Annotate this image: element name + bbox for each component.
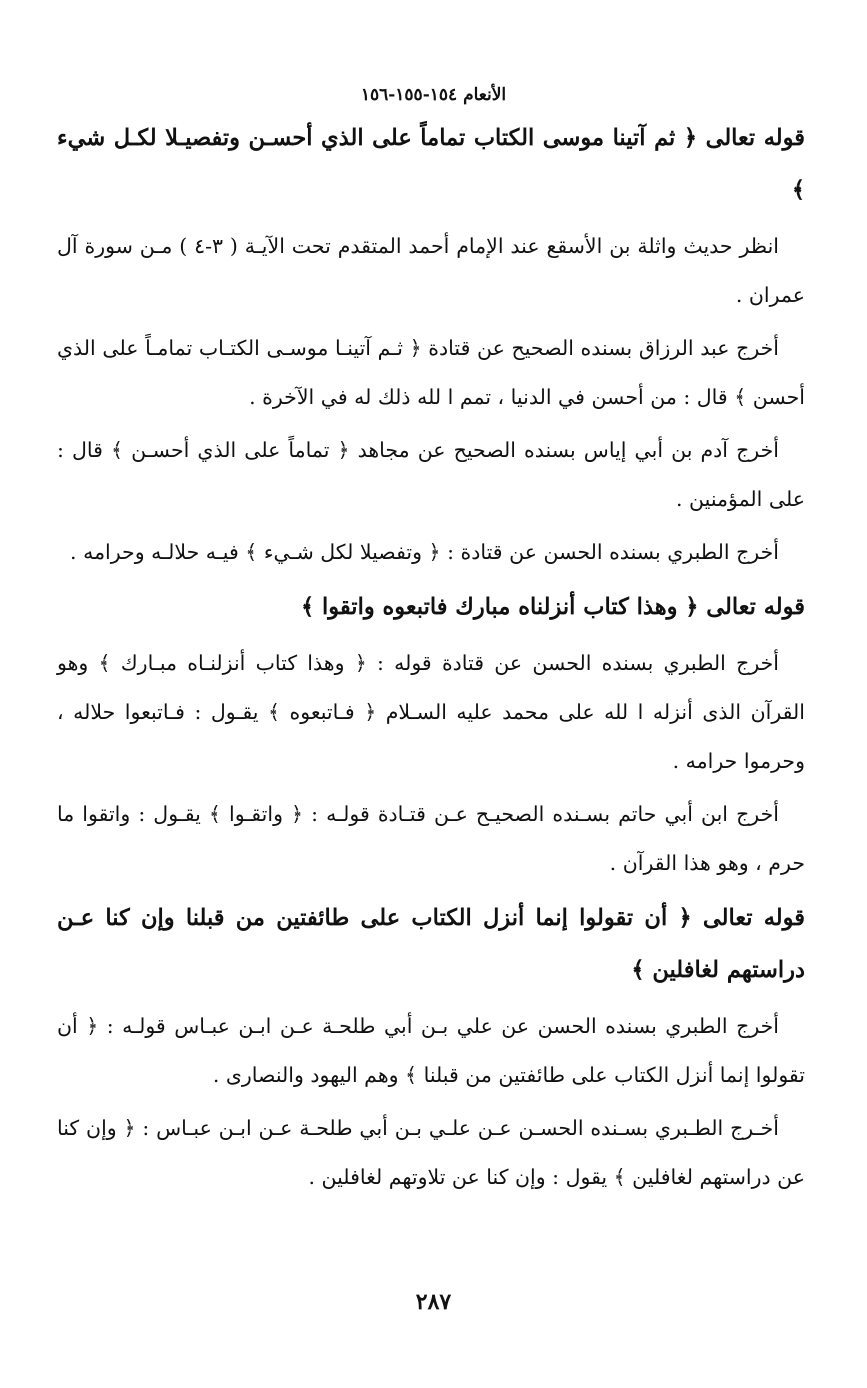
page-body	[57, 112, 805, 1206]
verse-heading-1: قوله تعالى ﴿ ثم آتينا موسى الكتاب تماماً على الذي أحسـن وتفصيـلا لكـل شيء ﴾	[57, 125, 805, 203]
narration-paragraph-4: أخرج الطبري بسنده الحسن عن قتادة : ﴿ وتفصيلا لكل شـيء ﴾ فيـه حلالـه وحرامه .	[70, 540, 779, 564]
narration-paragraph-7: أخرج الطبري بسنده الحسن عن علي بـن أبي طلحـة عـن ابـن عبـاس قولـه : ﴿ أن تقولوا إنما أنزل الكتاب على طائفتين من قبلنا ﴾ وهم اليهود والنصارى .	[57, 1014, 805, 1087]
narration-paragraph-3: أخرج آدم بن أبي إياس بسنده الصحيح عن مجاهد ﴿ تماماً على الذي أحسـن ﴾ قال : على المؤمنين .	[57, 438, 805, 511]
page-number: ٢٨٧	[415, 1289, 452, 1315]
narration-paragraph-6: أخرج ابن أبي حاتم بسـنده الصحيـح عـن قتـادة قولـه : ﴿ واتقـوا ﴾ يقـول : واتقوا ما حرم ، وهو هذا القرآن .	[57, 802, 805, 875]
narration-paragraph-8: أخـرج الطـبري بسـنده الحسـن عـن علـي بـن أبي طلحـة عـن ابـن عبـاس : ﴿ وإن كنا عن دراستهم لغافلين ﴾ يقول : وإن كنا عن تلاوتهم لغافلين .	[57, 1116, 805, 1189]
running-header: الأنعام ١٥٤-١٥٥-١٥٦	[360, 85, 507, 105]
narration-paragraph-2: أخرج عبد الرزاق بسنده الصحيح عن قتادة ﴿ ثـم آتينـا موسـى الكتـاب تمامـاً على الذي أحسن ﴾ قال : من أحسن في الدنيا ، تمم ا لله ذلك له في الآخرة .	[57, 336, 805, 409]
verse-heading-2: قوله تعالى ﴿ وهذا كتاب أنزلناه مبارك فاتبعوه واتقوا ﴾	[301, 594, 805, 620]
narration-paragraph-1: انظر حديث واثلة بن الأسقع عند الإمام أحمد المتقدم تحت الآيـة ( ٣-٤ ) مـن سورة آل عمران .	[57, 234, 805, 307]
narration-paragraph-5: أخرج الطبري بسنده الحسن عن قتادة قوله : ﴿ وهذا كتاب أنزلنـاه مبـارك ﴾ وهو القرآن الذى أنزله ا لله على محمد عليه السـلام ﴿ فـاتبعوه ﴾ يقـول : فـاتبعوا حلاله ، وحرموا حرامه .	[57, 651, 805, 773]
verse-heading-3: قوله تعالى ﴿ أن تقولوا إنما أنزل الكتاب على طائفتين من قبلنا وإن كنا عـن دراستهم لغافلين ﴾	[57, 905, 805, 983]
